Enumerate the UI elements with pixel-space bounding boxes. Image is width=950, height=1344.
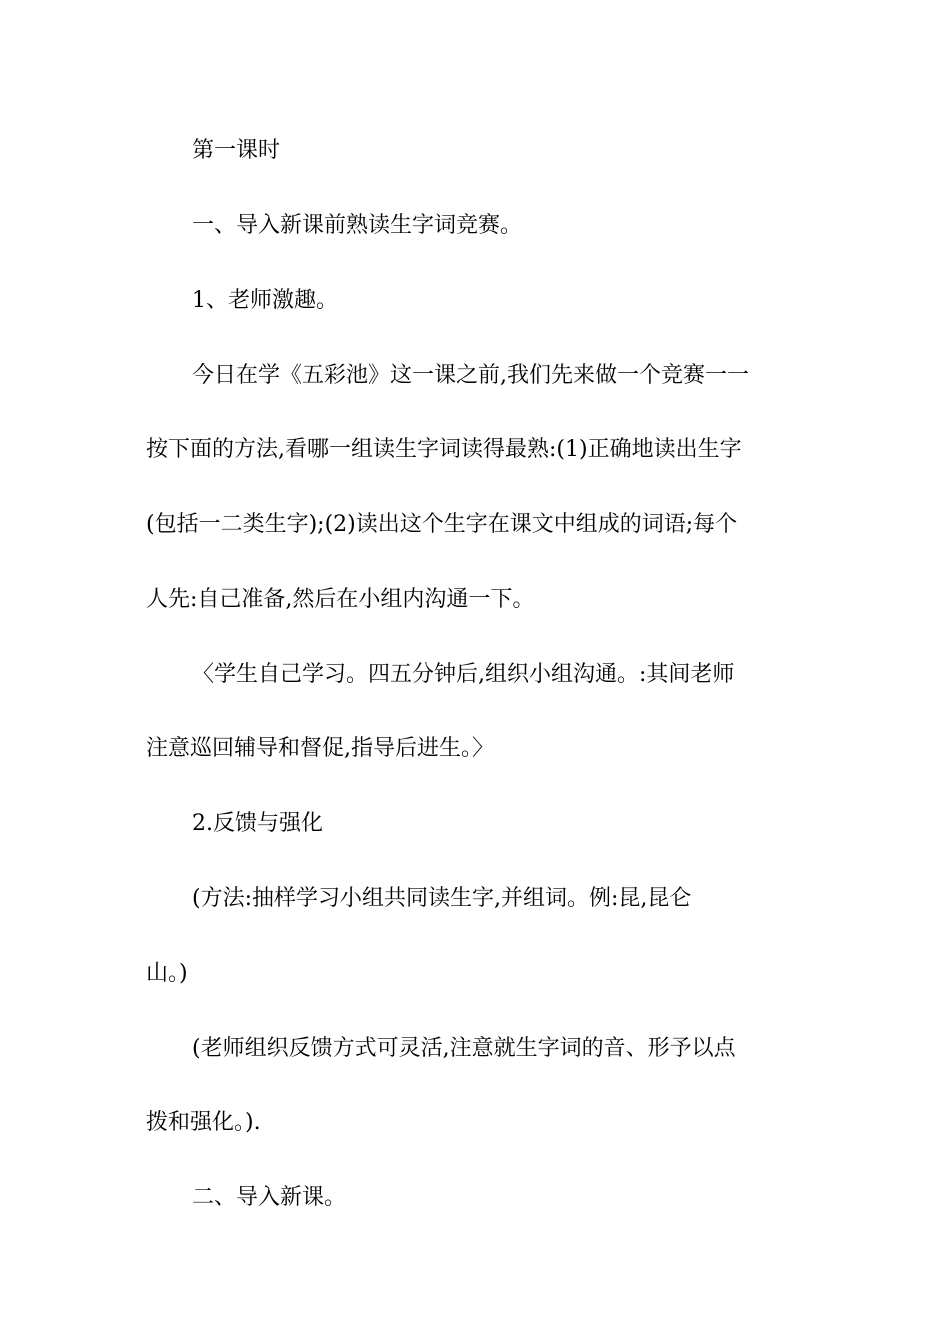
section-heading-2: 二、导入新课。 xyxy=(192,1185,347,1210)
paragraph-line: 注意巡回辅导和督促,指导后进生。〉 xyxy=(146,736,494,761)
lesson-heading: 第一课时 xyxy=(192,138,281,163)
paragraph-line: (方法:抽样学习小组共同读生字,并组词。例:昆,昆仑 xyxy=(192,886,692,911)
paragraph-line: (包括一二类生字);(2)读出这个生字在课文中组成的词语;每个 xyxy=(146,512,738,537)
paragraph-line: (老师组织反馈方式可灵活,注意就生字词的音、形予以点 xyxy=(192,1036,736,1061)
paragraph-line: 拨和强化。). xyxy=(146,1110,261,1135)
paragraph-line: 今日在学《五彩池》这一课之前,我们先来做一个竞赛一一 xyxy=(192,363,749,388)
paragraph-line: 按下面的方法,看哪一组读生字词读得最熟:(1)正确地读出生字 xyxy=(146,437,742,462)
paragraph-line: 〈学生自己学习。四五分钟后,组织小组沟通。:其间老师 xyxy=(192,662,735,687)
paragraph-line: 人先:自己准备,然后在小组内沟通一下。 xyxy=(146,587,535,612)
section-heading-1: 一、导入新课前熟读生字词竞赛。 xyxy=(192,213,523,238)
paragraph-line: 山。) xyxy=(146,961,188,986)
step-heading-2: 2.反馈与强化 xyxy=(192,811,323,836)
step-heading-1: 1、老师激趣。 xyxy=(192,288,338,313)
